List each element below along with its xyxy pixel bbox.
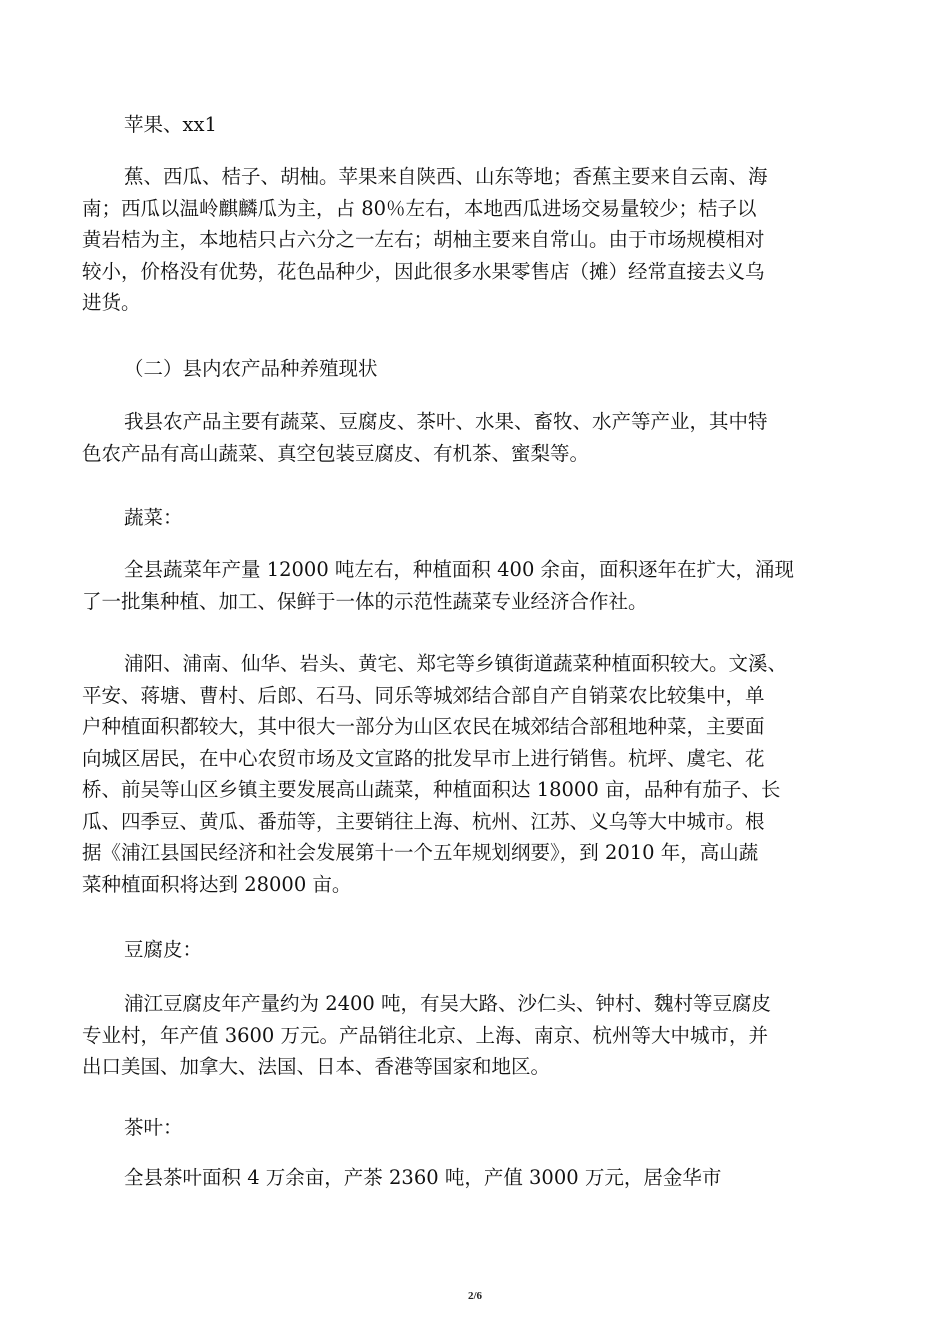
paragraph-4-line-1: 我县农产品主要有蔬菜、豆腐皮、茶叶、水果、畜牧、水产等产业，其中特 [124, 410, 768, 433]
paragraph-9-line-2: 专业村，年产值 3600 万元。产品销往北京、上海、南京、杭州等大中城市，并 [82, 1023, 769, 1047]
paragraph-2-line-1: 蕉、西瓜、桔子、胡柚。苹果来自陕西、山东等地；香蕉主要来自云南、海 [124, 165, 768, 188]
paragraph-5-line-1: 蔬菜： [124, 506, 183, 529]
paragraph-7-line-4: 向城区居民，在中心农贸市场及文宣路的批发早市上进行销售。杭坪、虞宅、花 [82, 746, 765, 770]
paragraph-6-line-1: 全县蔬菜年产量 12000 吨左右，种植面积 400 余亩，面积逐年在扩大，涌现 [124, 558, 795, 581]
paragraph-7-line-1: 浦阳、浦南、仙华、岩头、黄宅、郑宅等乡镇街道蔬菜种植面积较大。文溪、 [124, 652, 788, 675]
paragraph-8-line-1: 豆腐皮： [124, 938, 203, 961]
paragraph-6-line-2: 了一批集种植、加工、保鲜于一体的示范性蔬菜专业经济合作社。 [82, 589, 648, 613]
paragraph-7-line-2: 平安、蒋塘、曹村、后郎、石马、同乐等城郊结合部自产自销菜农比较集中，单 [82, 683, 765, 707]
page-number: 2/6 [467, 1290, 483, 1302]
paragraph-3-line-1: （二）县内农产品种养殖现状 [124, 357, 378, 380]
paragraph-2-line-5: 进货。 [82, 291, 141, 314]
paragraph-4-line-2: 色农产品有高山蔬菜、真空包装豆腐皮、有机茶、蜜梨等。 [82, 441, 590, 465]
paragraph-7-line-3: 户种植面积都较大，其中很大一部分为山区农民在城郊结合部租地种菜，主要面 [82, 715, 765, 738]
paragraph-7-line-6: 瓜、四季豆、黄瓜、番茄等，主要销往上海、杭州、江苏、义乌等大中城市。根 [82, 809, 765, 833]
paragraph-9-line-3: 出口美国、加拿大、法国、日本、香港等国家和地区。 [82, 1055, 551, 1078]
paragraph-1-line-1: 苹果、xx1 [124, 113, 217, 136]
paragraph-7-line-8: 菜种植面积将达到 28000 亩。 [82, 872, 352, 896]
paragraph-2-line-2: 南；西瓜以温岭麒麟瓜为主，占 80％左右，本地西瓜进场交易量较少；桔子以 [82, 196, 757, 220]
paragraph-7-line-5: 桥、前吴等山区乡镇主要发展高山蔬菜，种植面积达 18000 亩，品种有茄子、长 [82, 778, 781, 801]
paragraph-2-line-4: 较小，价格没有优势，花色品种少，因此很多水果零售店（摊）经常直接去义乌 [82, 259, 765, 283]
paragraph-10-line-1: 茶叶： [124, 1116, 183, 1139]
paragraph-11-line-1: 全县茶叶面积 4 万余亩，产茶 2360 吨，产值 3000 万元，居金华市 [124, 1166, 722, 1189]
paragraph-2-line-3: 黄岩桔为主，本地桔只占六分之一左右；胡柚主要来自常山。由于市场规模相对 [82, 228, 765, 251]
paragraph-7-line-7: 据《浦江县国民经济和社会发展第十一个五年规划纲要》，到 2010 年，高山蔬 [82, 841, 759, 864]
paragraph-9-line-1: 浦江豆腐皮年产量约为 2400 吨，有吴大路、沙仁头、钟村、魏村等豆腐皮 [124, 992, 772, 1015]
